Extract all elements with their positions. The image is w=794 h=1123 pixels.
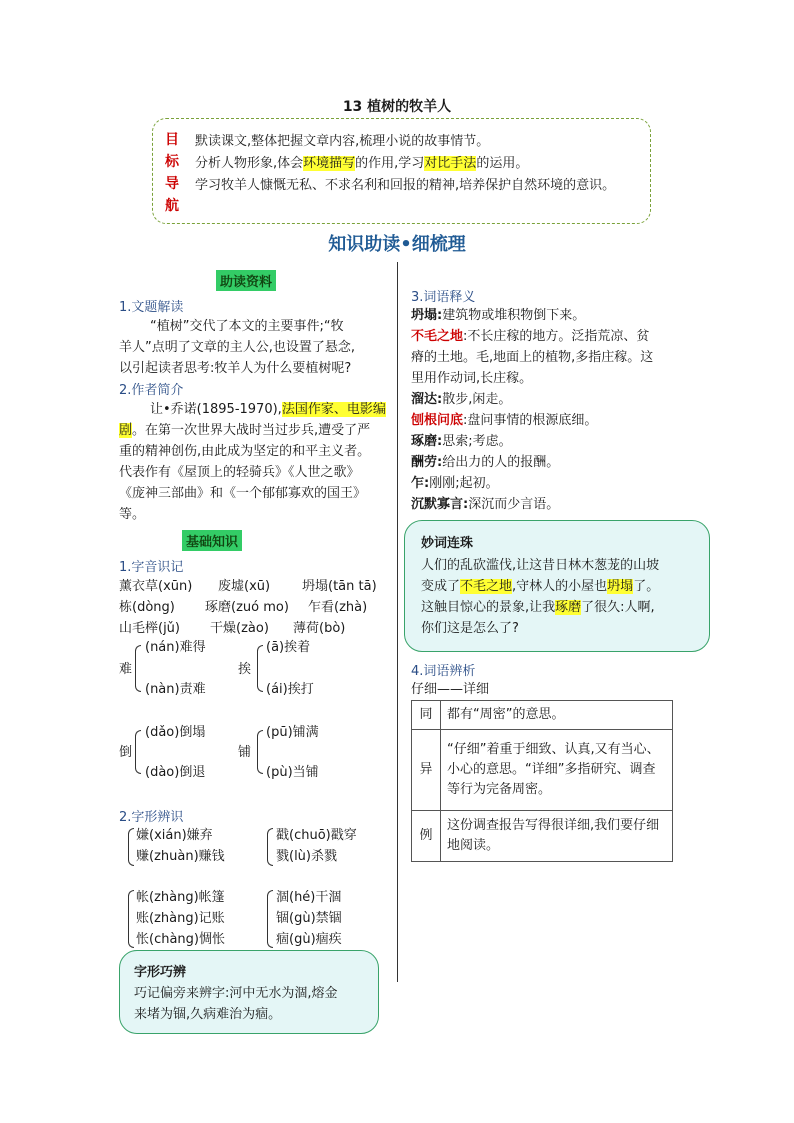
- column-divider: [397, 262, 398, 982]
- polyphone-reading: (ā)挨着: [266, 640, 311, 655]
- definition-item: 坍塌:建筑物或堆积物倒下来。: [411, 308, 586, 323]
- polyphone-reading: (pū)铺满: [266, 725, 319, 740]
- goal-line-1: 默读课文,整体把握文章内容,梳理小说的故事情节。: [195, 134, 490, 149]
- pron-item: 废墟(xū): [218, 579, 271, 594]
- table-cell: 都有“周密”的意思。: [441, 701, 673, 730]
- interpretation-line-3: 以引起读者思考:牧羊人为什么要植树呢?: [119, 361, 352, 376]
- page-title: 13 植树的牧羊人: [342, 99, 452, 115]
- pron-item: 薄荷(bò): [293, 621, 346, 636]
- author-line-3: 重的精神创伤,由此成为坚定的和平主义者。: [119, 444, 371, 459]
- callout-line: 你们这是怎么了?: [421, 621, 519, 636]
- goal-line-3: 学习牧羊人慷慨无私、不求名利和回报的精神,培养保护自然环境的意识。: [195, 178, 616, 193]
- author-line-2: 剧。在第一次世界大战时当过步兵,遭受了严: [119, 423, 371, 438]
- subsection-title-glyphs: 2.字形辨识: [119, 810, 184, 825]
- pron-item: 乍看(zhà): [308, 600, 368, 615]
- brace: [128, 890, 134, 948]
- subsection-title-author: 2.作者简介: [119, 383, 184, 398]
- brace: [257, 730, 263, 774]
- author-line-4: 代表作有《屋顶上的轻骑兵》《人世之歌》: [119, 465, 360, 480]
- glyph-item: 帐(zhàng)帐篷: [136, 890, 225, 905]
- polyphone-char: 铺: [238, 745, 252, 760]
- polyphone-reading: (nán)难得: [145, 640, 206, 655]
- brace: [257, 645, 263, 692]
- goal-label-3: 导: [165, 176, 179, 192]
- subsection-title-interpretation: 1.文题解读: [119, 300, 184, 315]
- table-header-cell: 同: [412, 701, 441, 730]
- polyphone-reading: (dào)倒退: [145, 765, 206, 780]
- callout-title: 妙词连珠: [421, 536, 474, 551]
- glyph-item: 赚(zhuàn)赚钱: [136, 849, 225, 864]
- definition-line: 里用作动词,长庄稼。: [411, 371, 533, 386]
- polyphone-reading: (pù)当铺: [266, 765, 319, 780]
- callout-line: 人们的乱砍滥伐,让这昔日林木葱茏的山坡: [421, 558, 660, 573]
- callout-title: 字形巧辨: [134, 965, 187, 980]
- subsection-title-definitions: 3.词语释义: [411, 290, 476, 305]
- polyphone-reading: (ái)挨打: [266, 682, 314, 697]
- goal-label-2: 标: [165, 154, 179, 170]
- badge-basic-knowledge: 基础知识: [182, 530, 242, 551]
- definition-line: 瘠的土地。毛,地面上的植物,多指庄稼。这: [411, 350, 654, 365]
- glyph-item: 锢(gù)禁锢: [276, 911, 342, 926]
- table-cell: 这份调查报告写得很详细,我们要仔细地阅读。: [441, 811, 673, 862]
- callout-line: 这触目惊心的景象,让我琢磨了很久:人啊,: [421, 600, 655, 615]
- polyphone-char: 倒: [119, 745, 133, 760]
- definition-item: 刨根问底:盘问事情的根源底细。: [411, 413, 598, 428]
- callout-line: 巧记偏旁来辨字:河中无水为涸,熔金: [134, 986, 338, 1001]
- comparison-table: [411, 700, 673, 862]
- glyph-item: 戮(lù)杀戮: [276, 849, 337, 864]
- learning-goals-box: [152, 118, 651, 224]
- table-row: [412, 730, 673, 811]
- glyph-item: 账(zhàng)记账: [136, 911, 225, 926]
- author-line-5: 《庞神三部曲》和《一个郁郁寡欢的国王》: [119, 486, 367, 501]
- definition-item: 乍:刚刚;起初。: [411, 476, 499, 491]
- glyph-item: 戳(chuō)戳穿: [276, 828, 357, 843]
- goal-line-2: 分析人物形象,体会环境描写的作用,学习对比手法的运用。: [195, 156, 529, 171]
- table-row: [412, 811, 673, 862]
- glyph-item: 痼(gù)痼疾: [276, 932, 342, 947]
- definition-item: 溜达:散步,闲走。: [411, 392, 512, 407]
- subsection-title-discrimination: 4.词语辨析: [411, 664, 476, 679]
- brace: [267, 890, 273, 948]
- pron-item: 栋(dòng): [119, 600, 175, 615]
- polyphone-reading: (nàn)责难: [145, 682, 206, 697]
- polyphone-char: 挨: [238, 662, 252, 677]
- pron-item: 山毛榉(jǔ): [119, 621, 180, 636]
- glyph-item: 嫌(xián)嫌弃: [136, 828, 213, 843]
- definition-item: 沉默寡言:深沉而少言语。: [411, 497, 560, 512]
- author-line-6: 等。: [119, 507, 146, 522]
- callout-line: 变成了不毛之地,守林人的小屋也坍塌了。: [421, 579, 660, 594]
- word-chain-callout: [404, 520, 710, 652]
- glyph-tip-callout: [119, 950, 379, 1034]
- table-row: [412, 701, 673, 730]
- polyphone-reading: (dǎo)倒塌: [145, 725, 206, 740]
- author-line-1: 让•乔诺(1895-1970),法国作家、电影编: [150, 402, 386, 417]
- definition-item: 不毛之地:不长庄稼的地方。泛指荒凉、贫: [411, 329, 650, 344]
- interpretation-line-1: “植树”交代了本文的主要事件;“牧: [150, 319, 344, 334]
- definition-item: 酬劳:给出力的人的报酬。: [411, 455, 560, 470]
- goal-label-4: 航: [165, 198, 179, 214]
- polyphone-char: 难: [119, 662, 133, 677]
- glyph-item: 怅(chàng)惆怅: [136, 932, 225, 947]
- subsection-title-pronunciation: 1.字音识记: [119, 560, 184, 575]
- word-pair: 仔细——详细: [411, 682, 490, 697]
- callout-line: 来堵为锢,久病难治为痼。: [134, 1007, 282, 1022]
- glyph-item: 涸(hé)干涸: [276, 890, 342, 905]
- brace: [267, 828, 273, 866]
- pron-item: 干燥(zào): [210, 621, 269, 636]
- table-cell: “仔细”着重于细致、认真,又有当心、小心的意思。“详细”多指研究、调查等行为完备周密。: [441, 730, 673, 811]
- section-title: 知识助读•细梳理: [328, 234, 466, 255]
- badge-reading-materials: 助读资料: [216, 270, 276, 291]
- definition-item: 琢磨:思索;考虑。: [411, 434, 512, 449]
- pron-item: 琢磨(zuó mo): [205, 600, 289, 615]
- brace: [135, 730, 141, 774]
- brace: [128, 828, 134, 866]
- pron-item: 薰衣草(xūn): [119, 579, 193, 594]
- table-header-cell: 例: [412, 811, 441, 862]
- pron-item: 坍塌(tān tā): [302, 579, 377, 594]
- interpretation-line-2: 羊人”点明了文章的主人公,也设置了悬念,: [119, 340, 355, 355]
- goal-label-1: 目: [165, 132, 179, 148]
- brace: [135, 645, 141, 692]
- table-header-cell: 异: [412, 730, 441, 811]
